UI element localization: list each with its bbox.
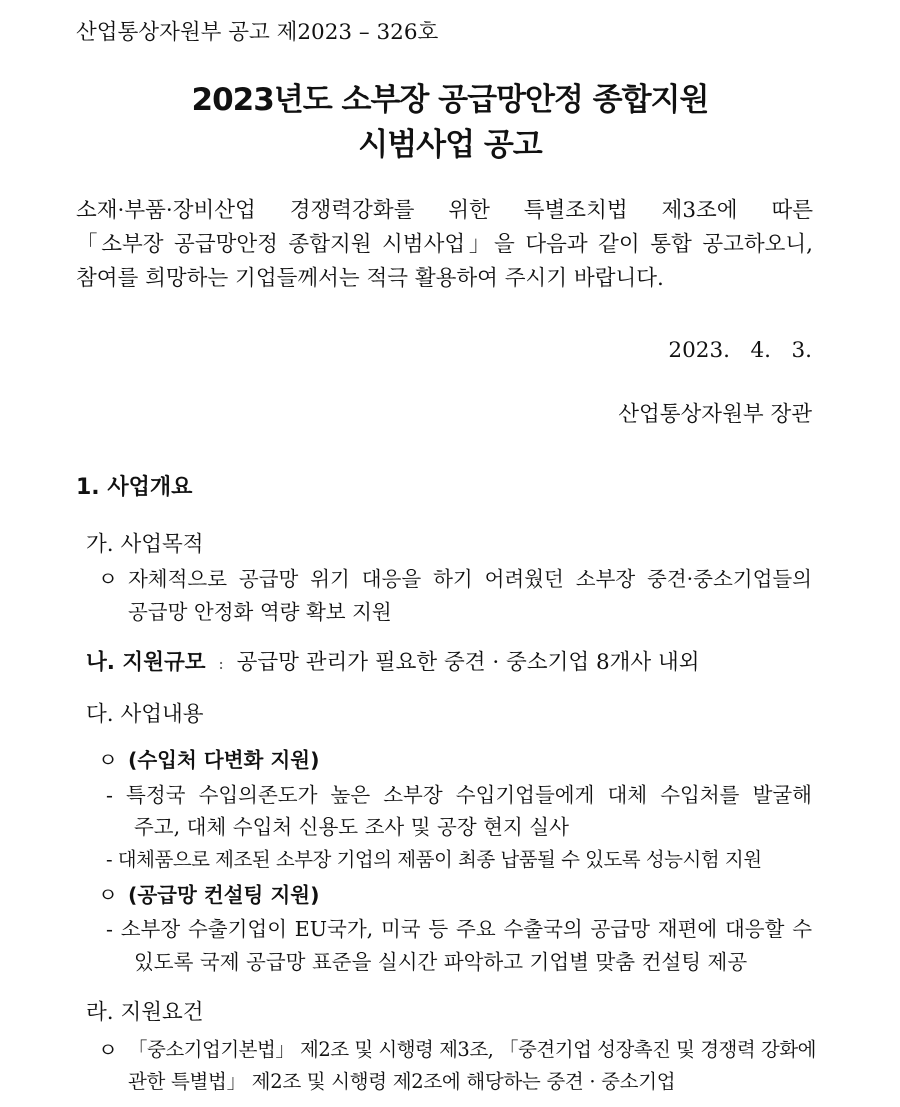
subsection-purpose-label: 가. 사업목적 xyxy=(86,532,204,557)
import-item1-line1: - 특정국 수입의존도가 높은 소부장 수입기업들에게 대체 수입처를 발굴해 xyxy=(106,783,812,807)
import-item1-line2: 주고, 대체 수입처 신용도 조사 및 공장 현지 실사 xyxy=(134,815,569,839)
consulting-item1-line1: - 소부장 수출기업이 EU국가, 미국 등 주요 수출국의 공급망 재편에 대응할 수 xyxy=(106,917,812,941)
subsection-scale-label: 나. 지원규모 xyxy=(86,650,206,675)
consulting-item1-line2: 있도록 국제 공급망 표준을 실시간 파악하고 기업별 맞춤 컨설팅 제공 xyxy=(134,950,748,974)
section-heading-overview: 1. 사업개요 xyxy=(76,475,193,500)
issuer: 산업통상자원부 장관 xyxy=(618,402,812,427)
bullet-icon: ㅇ xyxy=(98,1038,118,1062)
group-title-import-diversification: (수입처 다변화 지원) xyxy=(128,748,320,772)
requirements-line-2: 관한 특별법」 제2조 및 시행령 제2조에 해당하는 중견 · 중소기업 xyxy=(128,1070,676,1093)
scale-colon: : xyxy=(218,654,224,673)
intro-line-1: 소재·부품·장비산업 경쟁력강화를 위한 특별조치법 제3조에 따른 xyxy=(76,198,813,223)
purpose-line-1: 자체적으로 공급망 위기 대응을 하기 어려웠던 소부장 중견·중소기업들의 xyxy=(128,567,812,591)
page-title-line1: 2023년도 소부장 공급망안정 종합지원 xyxy=(191,82,709,118)
intro-line-3: 참여를 희망하는 기업들께서는 적극 활용하여 주시기 바랍니다. xyxy=(76,266,664,291)
requirements-line-1: 「중소기업기본법」 제2조 및 시행령 제3조, 「중견기업 성장촉진 및 경쟁력 강화에 xyxy=(128,1038,816,1061)
bullet-icon: ㅇ xyxy=(98,883,118,907)
intro-line-2: 「소부장 공급망안정 종합지원 시범사업」을 다음과 같이 통합 공고하오니, xyxy=(76,232,813,257)
import-item2: - 대체품으로 제조된 소부장 기업의 제품이 최종 납품될 수 있도록 성능시험 지원 xyxy=(106,848,762,871)
subsection-requirements-label: 라. 지원요건 xyxy=(86,1000,204,1025)
page-title-line2: 시범사업 공고 xyxy=(358,127,542,163)
scale-text: 공급망 관리가 필요한 중견 · 중소기업 8개사 내외 xyxy=(236,650,700,675)
purpose-line-2: 공급망 안정화 역량 확보 지원 xyxy=(128,600,392,624)
subsection-scale xyxy=(86,652,700,674)
announcement-date: 2023. 4. 3. xyxy=(668,338,812,363)
bullet-icon: ㅇ xyxy=(98,567,118,591)
subsection-content-label: 다. 사업내용 xyxy=(86,702,204,727)
group-title-supply-chain-consulting: (공급망 컨설팅 지원) xyxy=(128,883,320,907)
bullet-icon: ㅇ xyxy=(98,748,118,772)
notice-number: 산업통상자원부 공고 제2023 – 326호 xyxy=(76,20,439,45)
